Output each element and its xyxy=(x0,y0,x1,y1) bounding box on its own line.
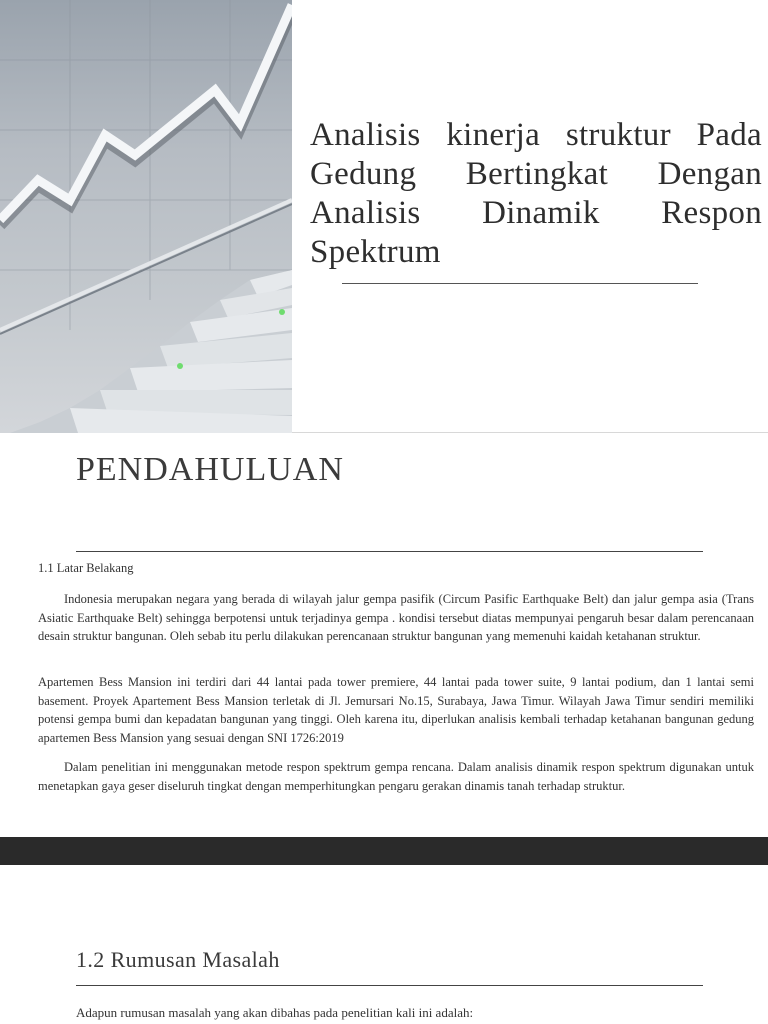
title-underline xyxy=(342,283,698,284)
heading-underline xyxy=(76,551,703,552)
staircase-graph-photo xyxy=(0,0,292,433)
presentation-title: Analisis kinerja struktur Pada Gedung Bertingkat Dengan Analisis Dinamik Respon Spektrum xyxy=(310,117,762,270)
problem-formulation-slide xyxy=(0,865,768,1024)
heading-underline xyxy=(76,985,703,986)
section-heading: PENDAHULUAN xyxy=(76,451,344,488)
stairs xyxy=(10,270,292,433)
slide-separator-band xyxy=(0,837,768,865)
section-heading: 1.2 Rumusan Masalah xyxy=(76,947,280,972)
subsection-heading: 1.1 Latar Belakang xyxy=(38,561,134,575)
paragraph: Dalam penelitian ini menggunakan metode respon spektrum gempa rencana. Dalam analisis dinamik respon spektrum digunakan untuk menetapkan gaya geser diseluruh tingkat dengan memperhitungkan pengaru gerakan dinamis tanah terhadap struktur. xyxy=(38,760,754,793)
intro-sentence: Adapun rumusan masalah yang akan dibahas pada penelitian kali ini adalah: xyxy=(76,1005,474,1020)
paragraph: Apartemen Bess Mansion ini terdiri dari 44 lantai pada tower premiere, 44 lantai pada tower suite, 9 lantai podium, dan 1 lantai semi basement. Proyek Apartement Bess Mansion terletak di Jl. Jemursari No.15, Surabaya, Jawa Timur. Wilayah Jawa Timur sendiri memiliki potensi gempa bumi dan kepadatan bangunan yang tinggi. Oleh karena itu, diperlukan analisis kembali terhadap ketahanan bangunan gedung apartemen Bess Mansion yang sesuai dengan SNI 1726:2019 xyxy=(38,675,754,745)
paragraph: Indonesia merupakan negara yang berada di wilayah jalur gempa pasifik (Circum Pasific Earthquake Belt) dan jalur gempa asia (Trans Asiatic Earthquake Belt) sehingga berpotensi untuk terjadinya gempa . kondisi tersebut diatas mempunyai pengaruh besar dalam perencanaan desain struktur bangunan. Oleh sebab itu perlu dilakukan perencanaan struktur bangunan yang memenuhi kaidah ketahanan struktur. xyxy=(38,592,754,643)
introduction-slide xyxy=(0,433,768,837)
staircase-graph-illustration xyxy=(0,0,292,433)
title-slide xyxy=(0,0,768,433)
